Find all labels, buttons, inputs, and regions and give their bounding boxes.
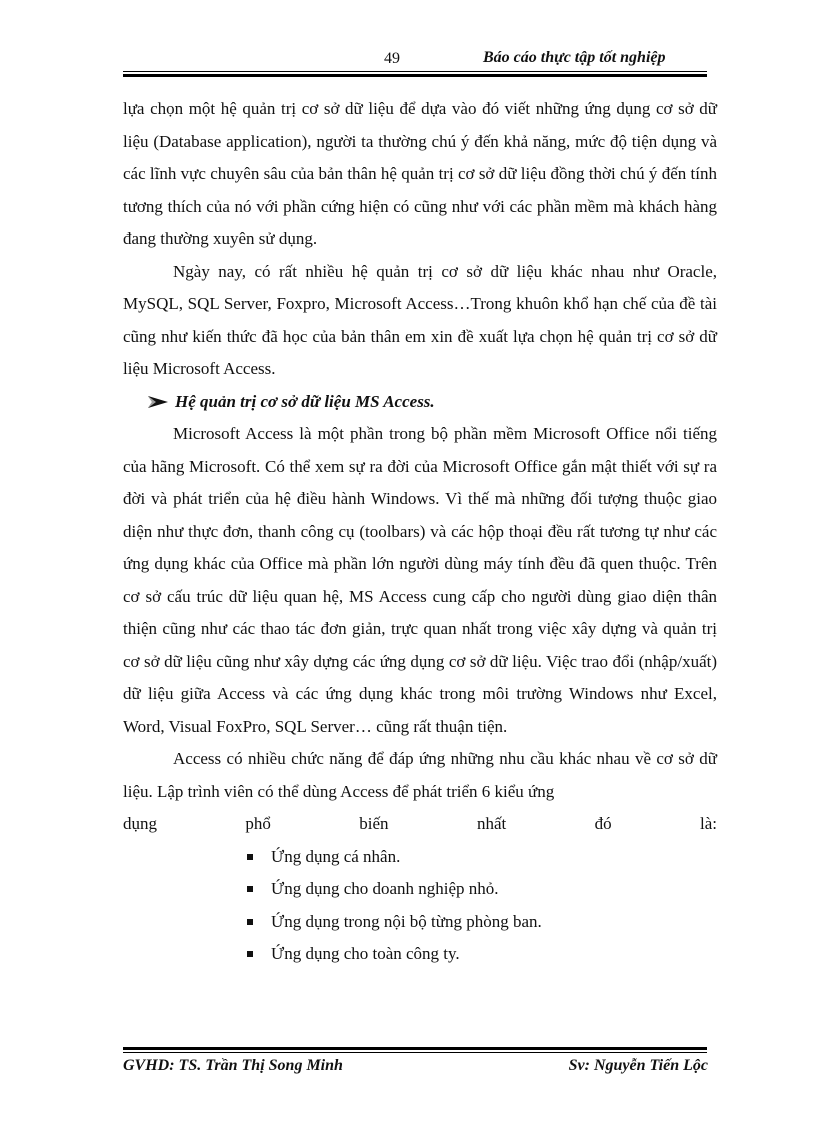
square-bullet-icon: [247, 919, 253, 925]
square-bullet-icon: [247, 854, 253, 860]
paragraph-intro: lựa chọn một hệ quản trị cơ sở dữ liệu để dựa vào đó viết những ứng dụng cơ sở dữ liệu (Database application), người ta thường chú ý đến khả năng, mức độ tiện dụng và các lĩnh vực chuyên sâu của bản thân hệ quản trị cơ sở dữ liệu đồng thời chú ý đến tính tương thích của nó với phần cứng hiện có cũng như với các phần mềm mà khách hàng đang thường xuyên sử dụng.: [123, 99, 717, 248]
report-title: Báo cáo thực tập tốt nghiệp: [483, 49, 666, 66]
list-item: Ứng dụng cho doanh nghiệp nhỏ.: [247, 873, 717, 906]
paragraph-dbms-options: Ngày nay, có rất nhiều hệ quản trị cơ sở dữ liệu khác nhau như Oracle, MySQL, SQL Server, Foxpro, Microsoft Access…Trong khuôn khổ hạn chế của đề tài cũng như kiến thức đã học của bản thân em xin đề xuất lựa chọn hệ quản trị cơ sở dữ liệu Microsoft Access.: [123, 261, 717, 378]
list-item: Ứng dụng trong nội bộ từng phòng ban.: [247, 906, 717, 939]
square-bullet-icon: [247, 951, 253, 957]
square-bullet-icon: [247, 886, 253, 892]
page-number: 49: [384, 50, 400, 67]
paragraph-access-functions-last-line: dụng phổ biến nhất đó là:: [123, 814, 717, 833]
advisor-name: GVHD: TS. Trần Thị Song Minh: [123, 1057, 343, 1074]
paragraph-ms-access: Microsoft Access là một phần trong bộ phần mềm Microsoft Office nổi tiếng của hãng Microsoft. Có thể xem sự ra đời của Microsoft Office gắn mật thiết với sự ra đời và phát triển của hệ điều hành Windows. Vì thế mà những đối tượng thuộc giao diện như thực đơn, thanh công cụ (toolbars) và các hộp thoại đều rất tương tự như các ứng dụng khác của Office mà phần lớn người dùng máy tính đều đã quen thuộc. Trên cơ sở cấu trúc dữ liệu quan hệ, MS Access cung cấp cho người dùng giao diện thân thiện cũng như các thao tác đơn giản, trực quan nhất trong việc xây dựng và quản trị cơ sở dữ liệu cũng như xây dựng các ứng dụng cơ sở dữ liệu. Việc trao đổi (nhập/xuất) dữ liệu giữa Access và các ứng dụng khác trong môi trường Windows như Excel, Word, Visual FoxPro, SQL Server… cũng rất thuận tiện.: [123, 424, 717, 736]
application-type-list: [123, 841, 717, 971]
paragraph-access-functions: Access có nhiều chức năng để đáp ứng những nhu cầu khác nhau về cơ sở dữ liệu. Lập trình viên có thể dùng Access để phát triển 6 kiểu ứng: [123, 749, 717, 801]
footer-divider-thin: [123, 1052, 707, 1053]
section-heading: [123, 386, 717, 419]
document-body: [123, 93, 717, 971]
footer-divider-thick: [123, 1047, 707, 1050]
arrow-bullet-icon: [147, 395, 169, 409]
header-divider-thin: [123, 71, 707, 72]
section-heading-text: Hệ quản trị cơ sở dữ liệu MS Access.: [175, 391, 435, 411]
student-name: Sv: Nguyễn Tiến Lộc: [568, 1057, 708, 1074]
list-item: Ứng dụng cho toàn công ty.: [247, 938, 717, 971]
list-item: Ứng dụng cá nhân.: [247, 841, 717, 874]
header-divider-thick: [123, 74, 707, 77]
